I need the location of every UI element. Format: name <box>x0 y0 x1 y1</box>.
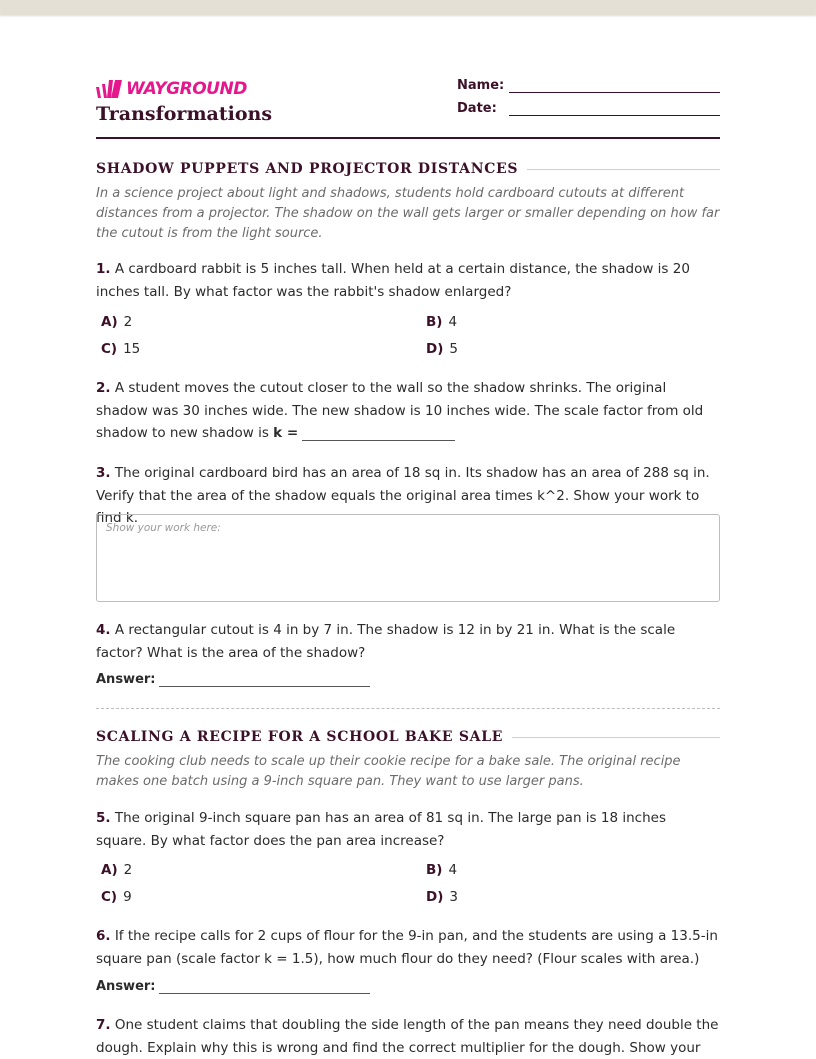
question-1-number: 1. <box>96 261 111 277</box>
top-bar <box>0 0 816 15</box>
question-6-number: 6. <box>96 928 111 944</box>
date-label: Date: <box>457 101 497 116</box>
question-5-number: 5. <box>96 810 111 826</box>
question-3-number: 3. <box>96 465 111 481</box>
choice-b[interactable] <box>426 862 457 878</box>
question-2-number: 2. <box>96 380 111 396</box>
question-1 <box>96 258 720 303</box>
choice-c[interactable] <box>101 341 140 357</box>
section-2-rule <box>512 737 720 738</box>
choice-d[interactable] <box>426 889 458 905</box>
question-6-answer <box>96 979 370 994</box>
question-5-text: The original 9-inch square pan has an area of 81 sq in. The large pan is 18 inches square. By what factor does the pan area increase? <box>96 810 666 849</box>
choice-letter: B) <box>426 862 443 878</box>
question-4-number: 4. <box>96 622 111 638</box>
question-1-text: A cardboard rabbit is 5 inches tall. When held at a certain distance, the shadow is 20 inches tall. By what factor was the rabbit's shadow enlarged? <box>96 261 690 300</box>
choice-text: 3 <box>449 889 458 905</box>
answer-label: Answer: <box>96 672 156 687</box>
question-2 <box>96 377 720 445</box>
wayground-logo-icon <box>96 80 122 98</box>
work-box[interactable] <box>96 514 720 602</box>
choice-text: 5 <box>449 341 458 357</box>
choice-letter: A) <box>101 862 118 878</box>
question-4-answer <box>96 672 370 687</box>
question-7-text: One student claims that doubling the side length of the pan means they need double the dough. Explain why this is wrong and find the correct multiplier for the dough. Show your <box>96 1017 719 1056</box>
answer-line[interactable] <box>159 979 370 994</box>
choice-letter: B) <box>426 314 443 330</box>
section-2-header <box>96 729 720 745</box>
header-divider <box>96 137 720 139</box>
section-1-intro: In a science project about light and shadows, students hold cardboard cutouts at different distances from a projector. The shadow on the wall gets larger or smaller depending on how far the cutout is from the light source. <box>96 186 720 241</box>
choice-a[interactable] <box>101 314 132 330</box>
page-title: Transformations <box>96 103 273 125</box>
question-6 <box>96 925 720 970</box>
choice-letter: D) <box>426 341 444 357</box>
question-4 <box>96 619 720 664</box>
section-2-title: SCALING A RECIPE FOR A SCHOOL BAKE SALE <box>96 729 504 745</box>
choice-c[interactable] <box>101 889 132 905</box>
name-label: Name: <box>457 78 505 93</box>
choice-d[interactable] <box>426 341 458 357</box>
question-3-text: The original cardboard bird has an area of 18 sq in. Its shadow has an area of 288 sq in. Verify that the area of the shadow equals the original area times k^2. Show your work to find k. <box>96 465 710 526</box>
choice-text: 4 <box>448 862 458 878</box>
question-6-text: If the recipe calls for 2 cups of flour for the 9-in pan, and the students are using a 13.5-in square pan (scale factor k = 1.5), how much flour do they need? (Flour scales with area.) <box>96 928 718 967</box>
question-2-text: A student moves the cutout closer to the wall so the shadow shrinks. The original shadow was 30 inches wide. The new shadow is 10 inches wide. The scale factor from old shadow to new shadow is <box>96 380 704 441</box>
choice-b[interactable] <box>426 314 457 330</box>
choice-letter: A) <box>101 314 118 330</box>
brand-name: WAYGROUND <box>126 79 247 99</box>
choice-text: 9 <box>123 889 132 905</box>
question-5 <box>96 807 720 852</box>
work-box-placeholder: Show your work here: <box>106 522 221 534</box>
date-field <box>457 101 720 116</box>
section-divider <box>96 708 720 709</box>
answer-label: Answer: <box>96 979 156 994</box>
answer-line[interactable] <box>159 672 370 687</box>
choice-letter: C) <box>101 341 118 357</box>
section-1-title: SHADOW PUPPETS AND PROJECTOR DISTANCES <box>96 161 519 177</box>
choice-text: 15 <box>123 341 141 357</box>
question-7-number: 7. <box>96 1017 111 1033</box>
choice-letter: C) <box>101 889 118 905</box>
brand-logo <box>96 78 247 100</box>
date-line[interactable] <box>509 101 720 116</box>
k-label: k = <box>273 425 299 441</box>
choice-a[interactable] <box>101 862 132 878</box>
choice-text: 4 <box>448 314 458 330</box>
choice-text: 2 <box>123 314 133 330</box>
k-answer-blank[interactable] <box>302 426 455 441</box>
question-7 <box>96 1014 720 1059</box>
choice-text: 2 <box>123 862 133 878</box>
section-2-intro: The cooking club needs to scale up their cookie recipe for a bake sale. The original recipe makes one batch using a 9-inch square pan. They want to use larger pans. <box>96 754 681 789</box>
question-4-text: A rectangular cutout is 4 in by 7 in. The shadow is 12 in by 21 in. What is the scale factor? What is the area of the shadow? <box>96 622 676 661</box>
section-1-rule <box>527 169 720 170</box>
name-line[interactable] <box>509 78 720 93</box>
choice-letter: D) <box>426 889 444 905</box>
section-1-header <box>96 161 720 177</box>
name-field <box>457 78 720 93</box>
